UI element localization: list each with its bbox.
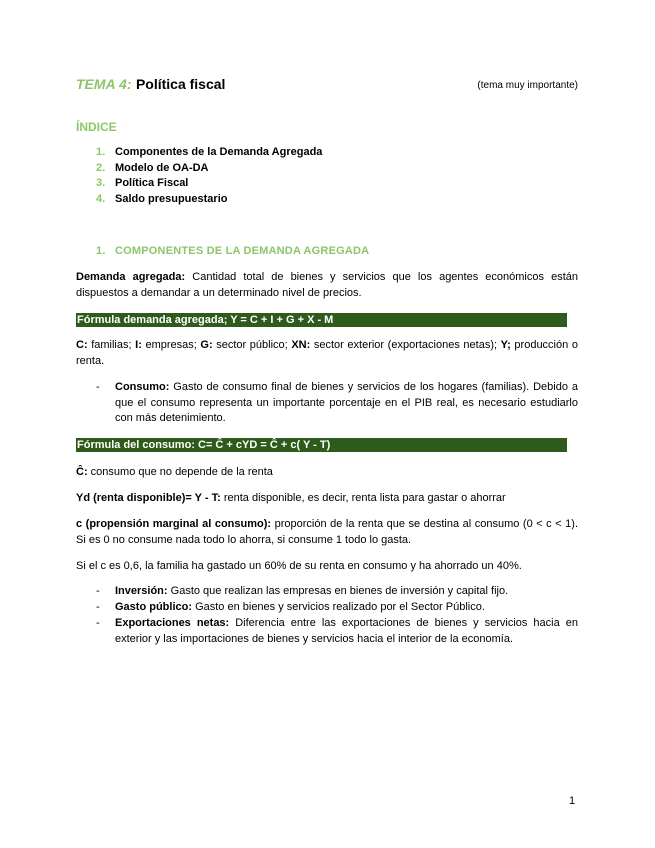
demanda-definition: Demanda agregada: Cantidad total de bienes y servicios que los agentes económicos están dispuestos a demandar a un determinado nivel de precios. xyxy=(76,271,578,299)
index-item: 1. Componentes de la Demanda Agregada xyxy=(96,146,323,158)
example-paragraph: Si el c es 0,6, la familia ha gastado un 60% de su renta en consumo y ha ahorrado un 40%. xyxy=(76,560,522,572)
bullet-gasto-publico: - Gasto público: Gasto en bienes y servicios realizado por el Sector Público. xyxy=(96,601,485,613)
legend-paragraph: C: familias; I: empresas; G: sector público; XN: sector exterior (exportaciones netas); Y; producción o renta. xyxy=(76,339,578,367)
c-marginal-definition: c (propensión marginal al consumo): proporción de la renta que se destina al consumo (0 < c < 1). Si es 0 no consume nada todo lo ahorra, si consume 1 todo lo gasta. xyxy=(76,518,579,546)
bullet-consumo: - Consumo: Gasto de consumo final de bienes y servicios de los hogares (familias). Debido a que el consumo representa un importante porcentaje en el PIB real, es necesario estudiarlo con más detenimiento. xyxy=(96,381,578,425)
section-heading: 1. COMPONENTES DE LA DEMANDA AGREGADA xyxy=(96,245,370,257)
tema-label: TEMA 4: xyxy=(76,76,132,92)
index-item: 3. Política Fiscal xyxy=(96,177,189,190)
bullet-exportaciones: - Exportaciones netas: Diferencia entre las exportaciones de bienes y servicios hacia en exterior y las importaciones de bienes y servicios hacia el interior de la economía. xyxy=(96,617,578,645)
index-item: 2. Modelo de OA-DA xyxy=(96,161,209,174)
c-hat-definition: Ĉ: consumo que no depende de la renta xyxy=(76,466,273,478)
index-heading: ÍNDICE xyxy=(76,120,117,134)
formula-bar-demanda: Fórmula demanda agregada; Y = C + I + G + X - M xyxy=(76,313,567,327)
document-title xyxy=(76,76,578,96)
page-title: Política fiscal xyxy=(135,76,226,92)
formula-bar-consumo: Fórmula del consumo: C= Ĉ + cYD = Ĉ + c( Y - T) xyxy=(76,438,567,452)
importance-note: (tema muy importante) xyxy=(477,80,578,91)
bullet-inversion: - Inversión: Gasto que realizan las empresas en bienes de inversión y capital fijo. xyxy=(96,585,509,597)
index-item: 4. Saldo presupuestario xyxy=(96,193,228,206)
index-list xyxy=(96,145,322,208)
page-number: 1 xyxy=(569,795,576,807)
yd-definition: Yd (renta disponible)= Y - T: renta disponible, es decir, renta lista para gastar o ahorrar xyxy=(76,492,506,504)
